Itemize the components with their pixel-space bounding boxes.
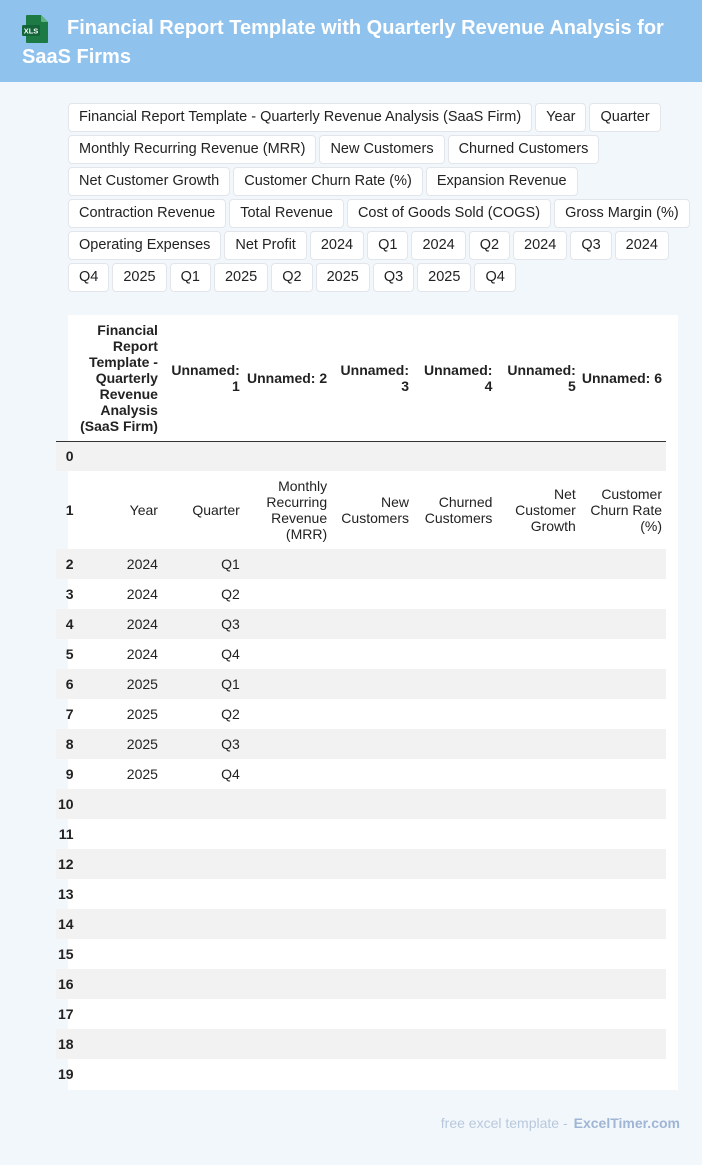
row-index: 16 [56, 969, 78, 999]
table-cell: 2025 [78, 669, 162, 699]
table-cell [78, 789, 162, 819]
row-index: 10 [56, 789, 78, 819]
table-cell [78, 819, 162, 849]
table-cell: Q2 [221, 586, 240, 602]
row-index: 17 [58, 1006, 74, 1022]
table-cell [413, 669, 496, 699]
tag-chip[interactable]: 2025 [112, 263, 166, 292]
table-cell [496, 699, 579, 729]
tag-list [68, 103, 698, 292]
table-cell [331, 879, 413, 909]
table-cell: 2024 [78, 609, 162, 639]
table-cell: Customer Churn Rate (%) [590, 486, 662, 534]
row-index: 3 [65, 586, 74, 602]
table-cell [413, 819, 496, 849]
table-cell [580, 759, 666, 789]
xls-icon-label: XLS [23, 26, 39, 36]
tag-chip[interactable]: 2025 [214, 263, 268, 292]
table-cell [331, 609, 413, 639]
table-cell [78, 879, 162, 909]
table-cell: Q4 [221, 766, 240, 782]
table-cell: 2024 [126, 646, 158, 662]
table-cell [162, 939, 244, 969]
table-cell [580, 549, 666, 579]
row-index: 6 [56, 669, 78, 699]
table-row [56, 849, 666, 879]
table-cell [162, 999, 244, 1029]
table-cell [78, 999, 162, 1029]
page-title: Financial Report Template with Quarterly Revenue Analysis for SaaS Firms [22, 17, 664, 68]
table-cell [244, 609, 331, 639]
table-cell [244, 819, 331, 849]
tag-chip[interactable]: Quarter [589, 103, 660, 132]
table-cell [413, 759, 496, 789]
row-index: 8 [56, 729, 78, 759]
table-cell [78, 1029, 162, 1059]
table-cell [244, 1059, 331, 1089]
table-cell [496, 549, 579, 579]
table-cell [331, 999, 413, 1029]
table-row [56, 669, 666, 699]
row-index: 14 [56, 909, 78, 939]
table-cell [244, 789, 331, 819]
table-cell [413, 999, 496, 1029]
table-cell [496, 819, 579, 849]
table-cell [580, 819, 666, 849]
tag-chip[interactable]: Total Revenue [229, 199, 344, 228]
row-index: 11 [58, 826, 74, 842]
table-cell [413, 639, 496, 669]
table-row [56, 999, 666, 1029]
table-cell [496, 609, 579, 639]
table-cell [244, 759, 331, 789]
table-row [56, 729, 666, 759]
table-cell [496, 441, 579, 471]
table-cell [331, 969, 413, 999]
table-cell [413, 579, 496, 609]
table-cell [413, 789, 496, 819]
table-cell [162, 441, 244, 471]
row-index: 12 [56, 849, 78, 879]
table-cell [413, 939, 496, 969]
table-cell [244, 1029, 331, 1059]
table-cell [580, 999, 666, 1029]
tag-chip[interactable]: Q1 [170, 263, 211, 292]
tag-chip[interactable]: Financial Report Template - Quarterly Revenue Analysis (SaaS Firm) [68, 103, 532, 132]
table-cell [244, 999, 331, 1029]
tag-chip[interactable]: Q3 [570, 231, 611, 260]
table-cell [413, 1059, 496, 1089]
table-cell [244, 849, 331, 879]
row-index: 19 [58, 1066, 74, 1082]
table-row [56, 1029, 666, 1059]
table-cell: Monthly Recurring Revenue (MRR) [266, 478, 328, 542]
tag-chip[interactable]: 2024 [411, 231, 465, 260]
table-row [56, 789, 666, 819]
table-cell: 2025 [126, 706, 158, 722]
table-cell [413, 609, 496, 639]
table-cell: Q1 [162, 549, 244, 579]
table-cell [496, 849, 579, 879]
table-cell [413, 879, 496, 909]
table-row [56, 639, 666, 669]
table-cell [580, 789, 666, 819]
footer [441, 1115, 680, 1131]
table-cell [580, 669, 666, 699]
table-cell [496, 969, 579, 999]
table-cell [496, 879, 579, 909]
table-cell [162, 1059, 244, 1089]
table-row [56, 549, 666, 579]
table-cell [413, 729, 496, 759]
table-cell [413, 441, 496, 471]
footer-brand-link[interactable]: ExcelTimer.com [573, 1115, 680, 1131]
table-cell [78, 969, 162, 999]
tag-chip[interactable]: New Customers [319, 135, 444, 164]
table-cell: 2024 [126, 586, 158, 602]
table-cell [496, 639, 579, 669]
table-row [56, 879, 666, 909]
data-table [56, 315, 666, 1089]
table-row [56, 609, 666, 639]
table-row [56, 909, 666, 939]
row-index: 15 [58, 946, 74, 962]
table-cell [244, 729, 331, 759]
table-cell [244, 441, 331, 471]
table-cell [78, 849, 162, 879]
table-cell [496, 789, 579, 819]
tag-chip[interactable]: Q1 [367, 231, 408, 260]
table-cell: 2025 [78, 729, 162, 759]
table-cell [162, 1029, 244, 1059]
table-cell [580, 1059, 666, 1089]
table-cell [244, 579, 331, 609]
table-cell [580, 441, 666, 471]
table-cell [413, 849, 496, 879]
table-cell [331, 669, 413, 699]
table-cell: 2024 [78, 549, 162, 579]
table-cell [413, 1029, 496, 1059]
tag-chip[interactable]: 2024 [310, 231, 364, 260]
table-cell [78, 939, 162, 969]
table-cell [331, 441, 413, 471]
table-cell [331, 1059, 413, 1089]
column-header: Financial Report Template - Quarterly Revenue Analysis (SaaS Firm) [78, 315, 162, 441]
table-cell [331, 939, 413, 969]
table-cell [162, 819, 244, 849]
table-cell [331, 759, 413, 789]
table-row [56, 969, 666, 999]
tag-chip[interactable]: 2024 [513, 231, 567, 260]
tag-chip[interactable]: Cost of Goods Sold (COGS) [347, 199, 551, 228]
row-index: 9 [65, 766, 74, 782]
row-index: 0 [56, 441, 78, 471]
tag-chip[interactable]: Net Customer Growth [68, 167, 230, 196]
table-cell [580, 609, 666, 639]
table-cell [413, 969, 496, 999]
table-row [56, 759, 666, 789]
table-cell [162, 909, 244, 939]
table-row [56, 579, 666, 609]
table-row [56, 939, 666, 969]
tag-chip[interactable]: Q4 [68, 263, 109, 292]
table-cell: Year [129, 502, 158, 518]
table-cell [244, 669, 331, 699]
table-cell [331, 789, 413, 819]
table-cell [162, 789, 244, 819]
table-cell: Q3 [162, 729, 244, 759]
tag-chip[interactable]: Net Profit [224, 231, 306, 260]
row-index: 2 [56, 549, 78, 579]
table-cell [162, 849, 244, 879]
table-cell [162, 879, 244, 909]
table-header-row [56, 315, 666, 441]
table-cell [580, 639, 666, 669]
table-cell [331, 849, 413, 879]
table-cell [331, 699, 413, 729]
table-cell [244, 639, 331, 669]
tag-chip[interactable]: Operating Expenses [68, 231, 221, 260]
table-cell: Quarter [192, 502, 240, 518]
table-cell [331, 639, 413, 669]
tag-chip[interactable]: Year [535, 103, 586, 132]
row-index: 5 [65, 646, 74, 662]
row-index: 1 [65, 502, 74, 518]
table-cell [413, 909, 496, 939]
table-row [56, 471, 666, 549]
table-cell [580, 1029, 666, 1059]
index-header [56, 315, 78, 441]
tag-chip[interactable]: Monthly Recurring Revenue (MRR) [68, 135, 316, 164]
column-header: Unnamed: 5 [496, 315, 579, 441]
column-header: Unnamed: 6 [580, 315, 666, 441]
table-cell [162, 969, 244, 999]
table-cell: Churned Customers [424, 494, 493, 526]
table-cell [580, 909, 666, 939]
table-cell [331, 729, 413, 759]
table-cell [496, 939, 579, 969]
table-cell [331, 909, 413, 939]
table-cell [244, 969, 331, 999]
spreadsheet-preview [58, 315, 678, 1090]
table-cell [496, 1029, 579, 1059]
table-cell: Q1 [162, 669, 244, 699]
table-row [56, 699, 666, 729]
table-cell: Net Customer Growth [515, 486, 576, 534]
tag-chip[interactable]: Customer Churn Rate (%) [233, 167, 423, 196]
table-cell [496, 759, 579, 789]
table-row [56, 441, 666, 471]
row-index: 18 [56, 1029, 78, 1059]
table-cell [331, 579, 413, 609]
tag-chip[interactable]: Gross Margin (%) [554, 199, 690, 228]
tag-chip[interactable]: Contraction Revenue [68, 199, 226, 228]
table-cell [580, 699, 666, 729]
column-header: Unnamed: 1 [162, 315, 244, 441]
column-header: Unnamed: 2 [244, 315, 331, 441]
table-cell [78, 909, 162, 939]
table-cell [496, 1059, 579, 1089]
row-index: 4 [56, 609, 78, 639]
table-cell [244, 549, 331, 579]
table-cell [496, 729, 579, 759]
table-cell: New Customers [341, 494, 409, 526]
table-cell [496, 999, 579, 1029]
table-cell [580, 939, 666, 969]
table-cell [413, 549, 496, 579]
table-cell [496, 669, 579, 699]
table-cell: Q2 [221, 706, 240, 722]
tag-chip[interactable]: Q2 [469, 231, 510, 260]
table-cell: Q3 [162, 609, 244, 639]
column-header: Unnamed: 4 [413, 315, 496, 441]
table-cell [496, 579, 579, 609]
table-cell [244, 699, 331, 729]
table-cell [580, 849, 666, 879]
table-cell [413, 699, 496, 729]
table-body [56, 441, 666, 1089]
table-cell [580, 879, 666, 909]
tag-chip[interactable]: 2025 [316, 263, 370, 292]
table-row [56, 1059, 666, 1089]
table-cell [496, 909, 579, 939]
tag-chip[interactable]: 2025 [417, 263, 471, 292]
tag-chip[interactable]: Expansion Revenue [426, 167, 578, 196]
tag-chip[interactable]: Q2 [271, 263, 312, 292]
column-header: Unnamed: 3 [331, 315, 413, 441]
table-cell [331, 549, 413, 579]
table-cell [331, 1029, 413, 1059]
table-cell: Q4 [221, 646, 240, 662]
tag-chip[interactable]: Q3 [373, 263, 414, 292]
tag-chip[interactable]: Churned Customers [448, 135, 600, 164]
tag-chip[interactable]: 2024 [615, 231, 669, 260]
table-cell [244, 909, 331, 939]
table-cell [78, 1059, 162, 1089]
page-header [0, 0, 702, 82]
table-cell [580, 579, 666, 609]
row-index: 13 [58, 886, 74, 902]
table-cell [244, 879, 331, 909]
table-row [56, 819, 666, 849]
row-index: 7 [65, 706, 74, 722]
table-cell [580, 969, 666, 999]
tag-chip[interactable]: Q4 [474, 263, 515, 292]
table-cell: 2025 [126, 766, 158, 782]
table-cell [580, 729, 666, 759]
footer-text: free excel template - [440, 1115, 568, 1131]
table-cell [78, 441, 162, 471]
table-cell [331, 819, 413, 849]
table-cell [244, 939, 331, 969]
